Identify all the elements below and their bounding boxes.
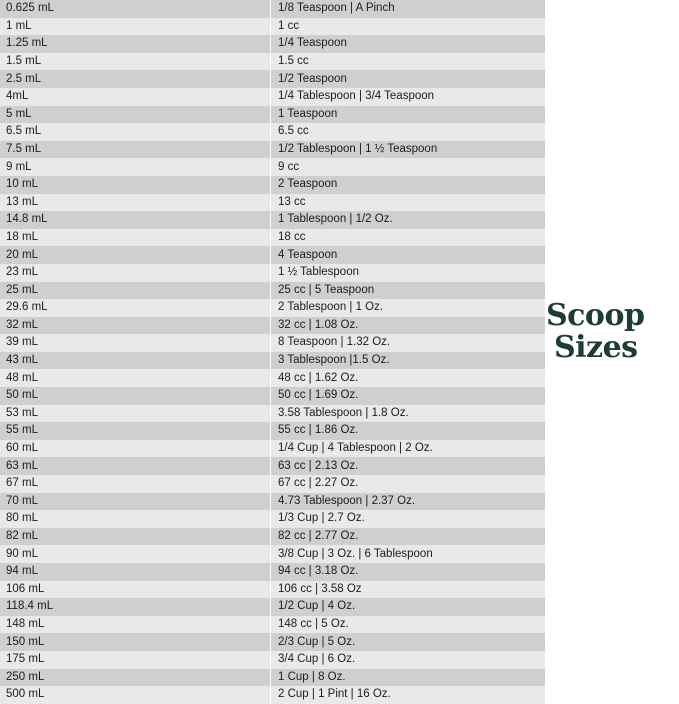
cell-equivalent: 9 cc bbox=[271, 158, 546, 176]
cell-volume: 60 mL bbox=[0, 440, 271, 458]
cell-equivalent: 106 cc | 3.58 Oz bbox=[271, 581, 546, 599]
cell-equivalent: 1 Tablespoon | 1/2 Oz. bbox=[271, 211, 546, 229]
cell-equivalent: 1/2 Cup | 4 Oz. bbox=[271, 598, 546, 616]
table-row bbox=[0, 176, 545, 194]
cell-equivalent: 2 Teaspoon bbox=[271, 176, 546, 194]
cell-equivalent: 3/4 Cup | 6 Oz. bbox=[271, 651, 546, 669]
cell-volume: 175 mL bbox=[0, 651, 271, 669]
cell-volume: 50 mL bbox=[0, 387, 271, 405]
cell-equivalent: 1/4 Cup | 4 Tablespoon | 2 Oz. bbox=[271, 440, 546, 458]
cell-equivalent: 3 Tablespoon |1.5 Oz. bbox=[271, 352, 546, 370]
table-row bbox=[0, 123, 545, 141]
table-row bbox=[0, 282, 545, 300]
cell-volume: 1.25 mL bbox=[0, 35, 271, 53]
table-row bbox=[0, 211, 545, 229]
table-row bbox=[0, 194, 545, 212]
cell-equivalent: 2/3 Cup | 5 Oz. bbox=[271, 633, 546, 651]
cell-equivalent: 1 Cup | 8 Oz. bbox=[271, 669, 546, 687]
table-row bbox=[0, 88, 545, 106]
table-row bbox=[0, 616, 545, 634]
cell-volume: 20 mL bbox=[0, 246, 271, 264]
table-row bbox=[0, 510, 545, 528]
cell-equivalent: 1/4 Teaspoon bbox=[271, 35, 546, 53]
cell-volume: 150 mL bbox=[0, 633, 271, 651]
cell-volume: 4mL bbox=[0, 88, 271, 106]
cell-equivalent: 32 cc | 1.08 Oz. bbox=[271, 317, 546, 335]
cell-equivalent: 13 cc bbox=[271, 194, 546, 212]
table-row bbox=[0, 264, 545, 282]
cell-volume: 94 mL bbox=[0, 563, 271, 581]
cell-volume: 0.625 mL bbox=[0, 0, 271, 18]
table-row bbox=[0, 581, 545, 599]
table-row bbox=[0, 106, 545, 124]
cell-volume: 148 mL bbox=[0, 616, 271, 634]
cell-equivalent: 94 cc | 3.18 Oz. bbox=[271, 563, 546, 581]
cell-equivalent: 1 cc bbox=[271, 18, 546, 36]
cell-equivalent: 63 cc | 2.13 Oz. bbox=[271, 457, 546, 475]
cell-volume: 32 mL bbox=[0, 317, 271, 335]
cell-equivalent: 50 cc | 1.69 Oz. bbox=[271, 387, 546, 405]
cell-volume: 1 mL bbox=[0, 18, 271, 36]
table-row bbox=[0, 651, 545, 669]
table-row bbox=[0, 387, 545, 405]
cell-volume: 63 mL bbox=[0, 457, 271, 475]
cell-equivalent: 48 cc | 1.62 Oz. bbox=[271, 369, 546, 387]
cell-equivalent: 82 cc | 2.77 Oz. bbox=[271, 528, 546, 546]
table-row bbox=[0, 669, 545, 687]
table-row bbox=[0, 457, 545, 475]
cell-volume: 48 mL bbox=[0, 369, 271, 387]
table-row bbox=[0, 35, 545, 53]
cell-volume: 55 mL bbox=[0, 422, 271, 440]
cell-equivalent: 3.58 Tablespoon | 1.8 Oz. bbox=[271, 405, 546, 423]
cell-equivalent: 67 cc | 2.27 Oz. bbox=[271, 475, 546, 493]
table-row bbox=[0, 545, 545, 563]
cell-equivalent: 3/8 Cup | 3 Oz. | 6 Tablespoon bbox=[271, 545, 546, 563]
cell-volume: 70 mL bbox=[0, 493, 271, 511]
table-row bbox=[0, 246, 545, 264]
cell-volume: 5 mL bbox=[0, 106, 271, 124]
cell-equivalent: 2 Cup | 1 Pint | 16 Oz. bbox=[271, 686, 546, 704]
cell-equivalent: 1/3 Cup | 2.7 Oz. bbox=[271, 510, 546, 528]
cell-equivalent: 1 ½ Tablespoon bbox=[271, 264, 546, 282]
cell-equivalent: 2 Tablespoon | 1 Oz. bbox=[271, 299, 546, 317]
table-row bbox=[0, 440, 545, 458]
cell-volume: 23 mL bbox=[0, 264, 271, 282]
cell-volume: 13 mL bbox=[0, 194, 271, 212]
cell-equivalent: 25 cc | 5 Teaspoon bbox=[271, 282, 546, 300]
cell-volume: 106 mL bbox=[0, 581, 271, 599]
cell-volume: 29.6 mL bbox=[0, 299, 271, 317]
scoop-sizes-logo bbox=[540, 300, 679, 364]
cell-equivalent: 1/4 Tablespoon | 3/4 Teaspoon bbox=[271, 88, 546, 106]
table-row bbox=[0, 475, 545, 493]
cell-equivalent: 1/8 Teaspoon | A Pinch bbox=[271, 0, 546, 18]
cell-volume: 118.4 mL bbox=[0, 598, 271, 616]
cell-volume: 25 mL bbox=[0, 282, 271, 300]
table-row bbox=[0, 299, 545, 317]
cell-equivalent: 1.5 cc bbox=[271, 53, 546, 71]
cell-volume: 1.5 mL bbox=[0, 53, 271, 71]
cell-volume: 43 mL bbox=[0, 352, 271, 370]
cell-volume: 9 mL bbox=[0, 158, 271, 176]
table-row bbox=[0, 352, 545, 370]
table-row bbox=[0, 53, 545, 71]
cell-volume: 2.5 mL bbox=[0, 70, 271, 88]
cell-volume: 14.8 mL bbox=[0, 211, 271, 229]
table-row bbox=[0, 158, 545, 176]
cell-equivalent: 18 cc bbox=[271, 229, 546, 247]
cell-volume: 90 mL bbox=[0, 545, 271, 563]
table-row bbox=[0, 528, 545, 546]
table-row bbox=[0, 18, 545, 36]
cell-equivalent: 4 Teaspoon bbox=[271, 246, 546, 264]
cell-volume: 500 mL bbox=[0, 686, 271, 704]
cell-equivalent: 8 Teaspoon | 1.32 Oz. bbox=[271, 334, 546, 352]
cell-volume: 10 mL bbox=[0, 176, 271, 194]
table-row bbox=[0, 229, 545, 247]
table-row bbox=[0, 334, 545, 352]
table-row bbox=[0, 493, 545, 511]
cell-equivalent: 55 cc | 1.86 Oz. bbox=[271, 422, 546, 440]
table-row bbox=[0, 405, 545, 423]
table-row bbox=[0, 563, 545, 581]
cell-volume: 250 mL bbox=[0, 669, 271, 687]
table-row bbox=[0, 317, 545, 335]
cell-equivalent: 148 cc | 5 Oz. bbox=[271, 616, 546, 634]
cell-volume: 53 mL bbox=[0, 405, 271, 423]
cell-volume: 82 mL bbox=[0, 528, 271, 546]
cell-volume: 18 mL bbox=[0, 229, 271, 247]
logo-line-1: Scoop bbox=[546, 298, 645, 333]
cell-equivalent: 6.5 cc bbox=[271, 123, 546, 141]
cell-volume: 67 mL bbox=[0, 475, 271, 493]
logo-line-2: Sizes bbox=[554, 330, 638, 365]
cell-equivalent: 1/2 Teaspoon bbox=[271, 70, 546, 88]
cell-equivalent: 4.73 Tablespoon | 2.37 Oz. bbox=[271, 493, 546, 511]
cell-equivalent: 1 Teaspoon bbox=[271, 106, 546, 124]
table-row bbox=[0, 141, 545, 159]
table-row bbox=[0, 369, 545, 387]
table-row bbox=[0, 0, 545, 18]
table-row bbox=[0, 686, 545, 704]
cell-volume: 7.5 mL bbox=[0, 141, 271, 159]
table-row bbox=[0, 633, 545, 651]
table-row bbox=[0, 598, 545, 616]
cell-volume: 80 mL bbox=[0, 510, 271, 528]
table-row bbox=[0, 422, 545, 440]
table-row bbox=[0, 70, 545, 88]
cell-volume: 6.5 mL bbox=[0, 123, 271, 141]
cell-volume: 39 mL bbox=[0, 334, 271, 352]
cell-equivalent: 1/2 Tablespoon | 1 ½ Teaspoon bbox=[271, 141, 546, 159]
